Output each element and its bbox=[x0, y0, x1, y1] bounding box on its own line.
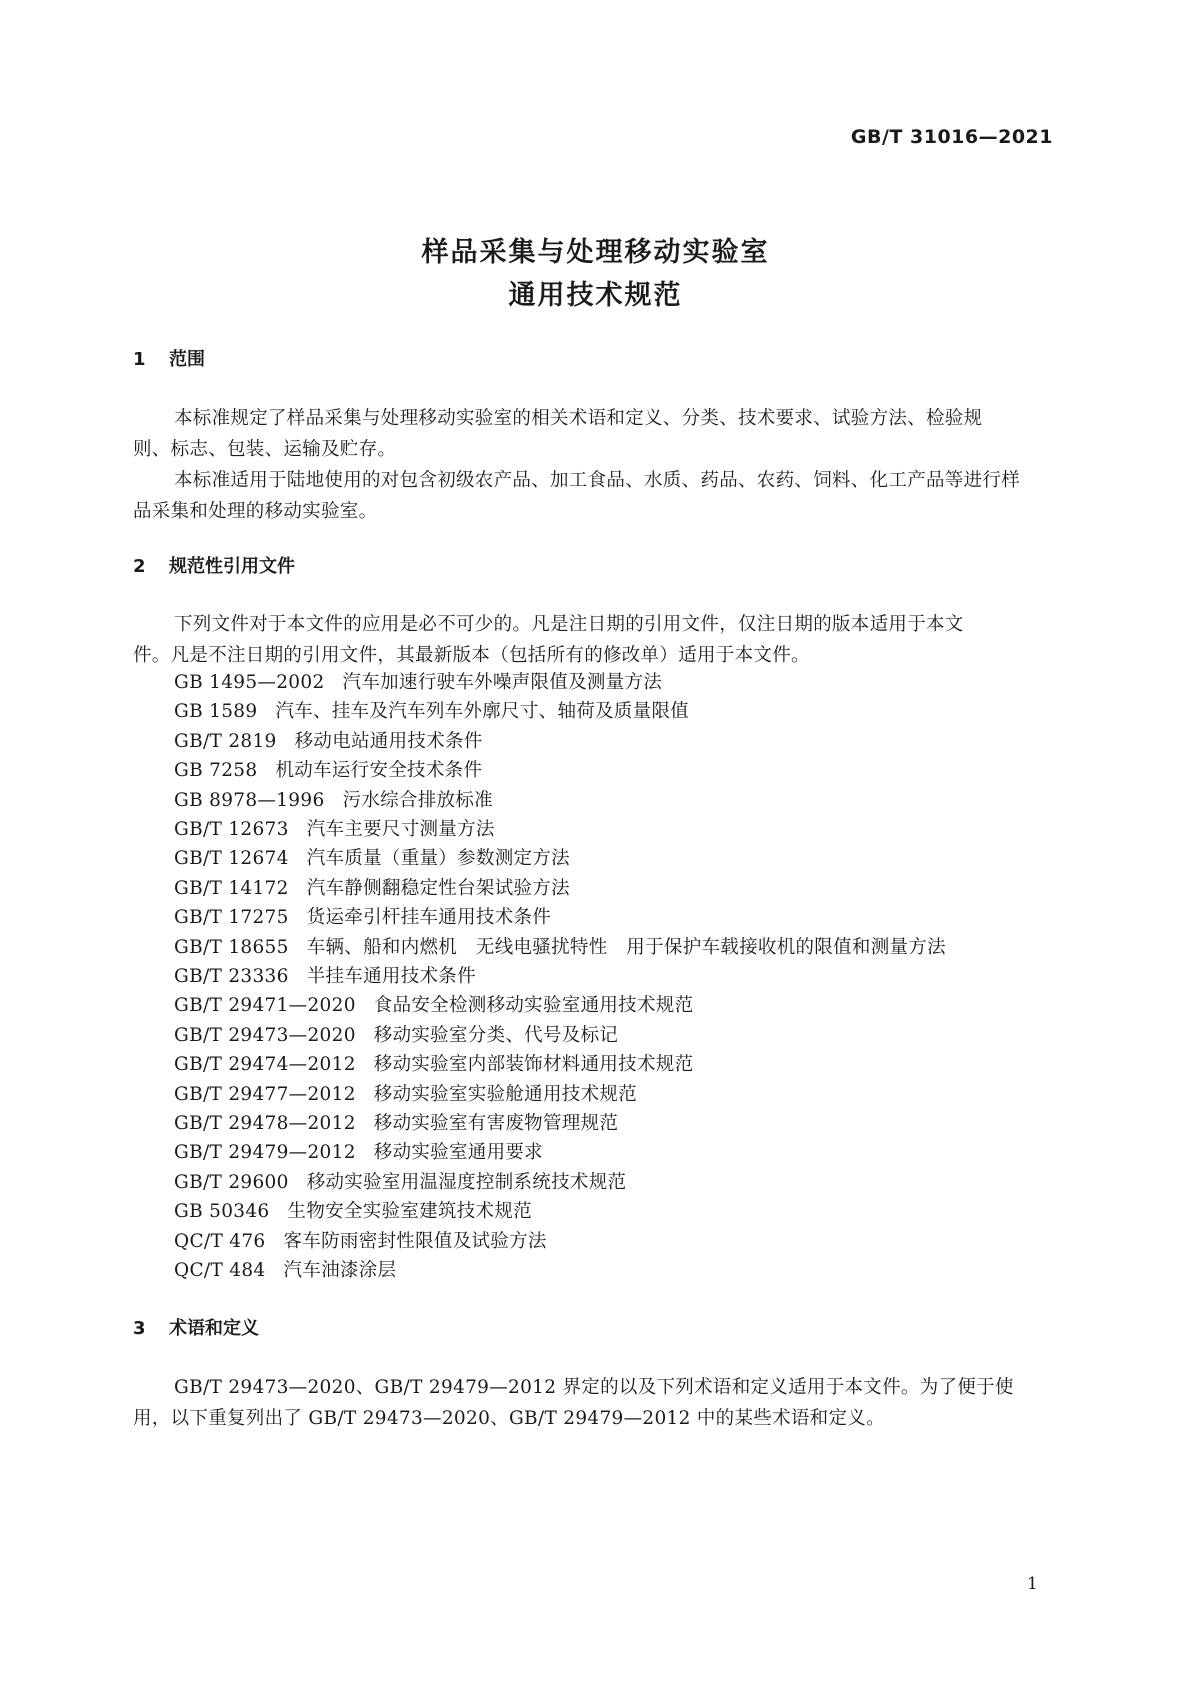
reference-title: 汽车、挂车及汽车列车外廓尺寸、轴荷及质量限值 bbox=[275, 701, 690, 723]
reference-title: 汽车静侧翻稳定性台架试验方法 bbox=[306, 877, 570, 899]
reference-code: GB/T 18655 bbox=[174, 936, 289, 958]
paragraph-line: 下列文件对于本文件的应用是必不可少的。凡是注日期的引用文件，仅注日期的版本适用于本文 bbox=[174, 614, 964, 635]
reference-item bbox=[174, 786, 493, 812]
page-number: 1 bbox=[1027, 1574, 1038, 1594]
paragraph-line: 本标准规定了样品采集与处理移动实验室的相关术语和定义、分类、技术要求、试验方法、检验规 bbox=[174, 408, 983, 429]
reference-item bbox=[174, 1227, 547, 1253]
section-title: 范围 bbox=[169, 349, 205, 370]
reference-title: 移动实验室有害废物管理规范 bbox=[373, 1113, 619, 1134]
reference-title: 食品安全检测移动实验室通用技术规范 bbox=[373, 995, 694, 1017]
reference-title: 机动车运行安全技术条件 bbox=[275, 760, 483, 782]
reference-code: GB 8978—1996 bbox=[174, 789, 325, 811]
reference-code: GB/T 29479—2012 bbox=[174, 1142, 356, 1164]
reference-item bbox=[174, 962, 476, 988]
paragraph-line: GB/T 29473—2020、GB/T 29479—2012 界定的以及下列术语和定义适用于本文件。为了便于使 bbox=[174, 1377, 1014, 1398]
reference-title: 汽车主要尺寸测量方法 bbox=[306, 819, 495, 840]
paragraph-line: 则、标志、包装、运输及贮存。 bbox=[133, 439, 397, 460]
reference-code: QC/T 476 bbox=[174, 1230, 266, 1252]
reference-title: 移动实验室分类、代号及标记 bbox=[373, 1024, 619, 1046]
reference-item bbox=[174, 697, 689, 723]
reference-item bbox=[174, 933, 946, 959]
reference-code: GB 7258 bbox=[174, 760, 258, 782]
reference-code: GB/T 29474—2012 bbox=[174, 1054, 356, 1076]
reference-code: GB/T 29473—2020 bbox=[174, 1024, 356, 1046]
reference-item bbox=[174, 903, 551, 929]
reference-title: 污水综合排放标准 bbox=[342, 789, 493, 811]
paragraph-line: 品采集和处理的移动实验室。 bbox=[133, 501, 378, 522]
reference-title: 移动实验室实验舱通用技术规范 bbox=[373, 1083, 637, 1105]
reference-code: GB/T 14172 bbox=[174, 877, 289, 899]
reference-title: 车辆、船和内燃机 无线电骚扰特性 用于保护车载接收机的限值和测量方法 bbox=[306, 936, 946, 958]
reference-item bbox=[174, 1080, 637, 1106]
reference-title: 移动实验室内部装饰材料通用技术规范 bbox=[373, 1054, 694, 1076]
document-title-line-1: 样品采集与处理移动实验室 bbox=[421, 237, 770, 268]
reference-item bbox=[174, 1050, 693, 1076]
reference-code: GB/T 12674 bbox=[174, 848, 289, 870]
reference-item bbox=[174, 844, 570, 870]
paragraph-line: 件。凡是不注日期的引用文件，其最新版本（包括所有的修改单）适用于本文件。 bbox=[133, 645, 810, 666]
reference-code: GB/T 29471—2020 bbox=[174, 995, 356, 1017]
reference-code: GB/T 29478—2012 bbox=[174, 1113, 356, 1134]
section-title: 术语和定义 bbox=[169, 1318, 259, 1339]
reference-title: 移动实验室通用要求 bbox=[373, 1142, 543, 1164]
section-number: 3 bbox=[133, 1318, 146, 1339]
reference-title: 移动电站通用技术条件 bbox=[294, 730, 483, 752]
reference-code: GB/T 2819 bbox=[174, 730, 277, 752]
reference-item bbox=[174, 756, 482, 782]
section-1-heading bbox=[133, 345, 205, 371]
reference-code: GB/T 17275 bbox=[174, 907, 289, 929]
reference-item bbox=[174, 1256, 396, 1282]
reference-item bbox=[174, 1021, 618, 1047]
standard-code: GB/T 31016—2021 bbox=[850, 126, 1053, 148]
reference-code: GB/T 29600 bbox=[174, 1171, 289, 1193]
section-number: 1 bbox=[133, 349, 146, 370]
reference-code: GB/T 12673 bbox=[174, 819, 289, 840]
reference-item bbox=[174, 1168, 626, 1194]
reference-title: 汽车油漆涂层 bbox=[283, 1260, 397, 1281]
section-2-heading bbox=[133, 552, 295, 578]
paragraph-line: 本标准适用于陆地使用的对包含初级农产品、加工食品、水质、药品、农药、饲料、化工产品等进行样 bbox=[174, 470, 1021, 491]
reference-title: 移动实验室用温湿度控制系统技术规范 bbox=[306, 1171, 627, 1193]
section-number: 2 bbox=[133, 556, 146, 577]
reference-item bbox=[174, 1109, 618, 1135]
section-title: 规范性引用文件 bbox=[169, 556, 295, 577]
reference-code: GB/T 23336 bbox=[174, 966, 289, 987]
reference-item bbox=[174, 874, 570, 900]
reference-item bbox=[174, 668, 662, 694]
paragraph-line: 用，以下重复列出了 GB/T 29473—2020、GB/T 29479—2012 中的某些术语和定义。 bbox=[133, 1408, 885, 1429]
reference-item bbox=[174, 1197, 532, 1223]
reference-item bbox=[174, 1138, 543, 1164]
reference-title: 汽车加速行驶车外噪声限值及测量方法 bbox=[342, 672, 663, 693]
reference-code: QC/T 484 bbox=[174, 1260, 266, 1281]
reference-item bbox=[174, 815, 495, 841]
reference-title: 汽车质量（重量）参数测定方法 bbox=[306, 848, 570, 870]
reference-title: 生物安全实验室建筑技术规范 bbox=[287, 1201, 532, 1223]
reference-code: GB 1589 bbox=[174, 701, 258, 723]
reference-title: 客车防雨密封性限值及试验方法 bbox=[283, 1230, 547, 1252]
reference-title: 半挂车通用技术条件 bbox=[306, 966, 476, 987]
reference-code: GB/T 29477—2012 bbox=[174, 1083, 356, 1105]
document-title-line-2: 通用技术规范 bbox=[508, 280, 683, 311]
reference-title: 货运牵引杆挂车通用技术条件 bbox=[306, 907, 552, 929]
reference-code: GB 1495—2002 bbox=[174, 672, 325, 693]
section-3-heading bbox=[133, 1314, 259, 1340]
reference-code: GB 50346 bbox=[174, 1201, 270, 1223]
reference-item bbox=[174, 991, 693, 1017]
reference-item bbox=[174, 727, 483, 753]
